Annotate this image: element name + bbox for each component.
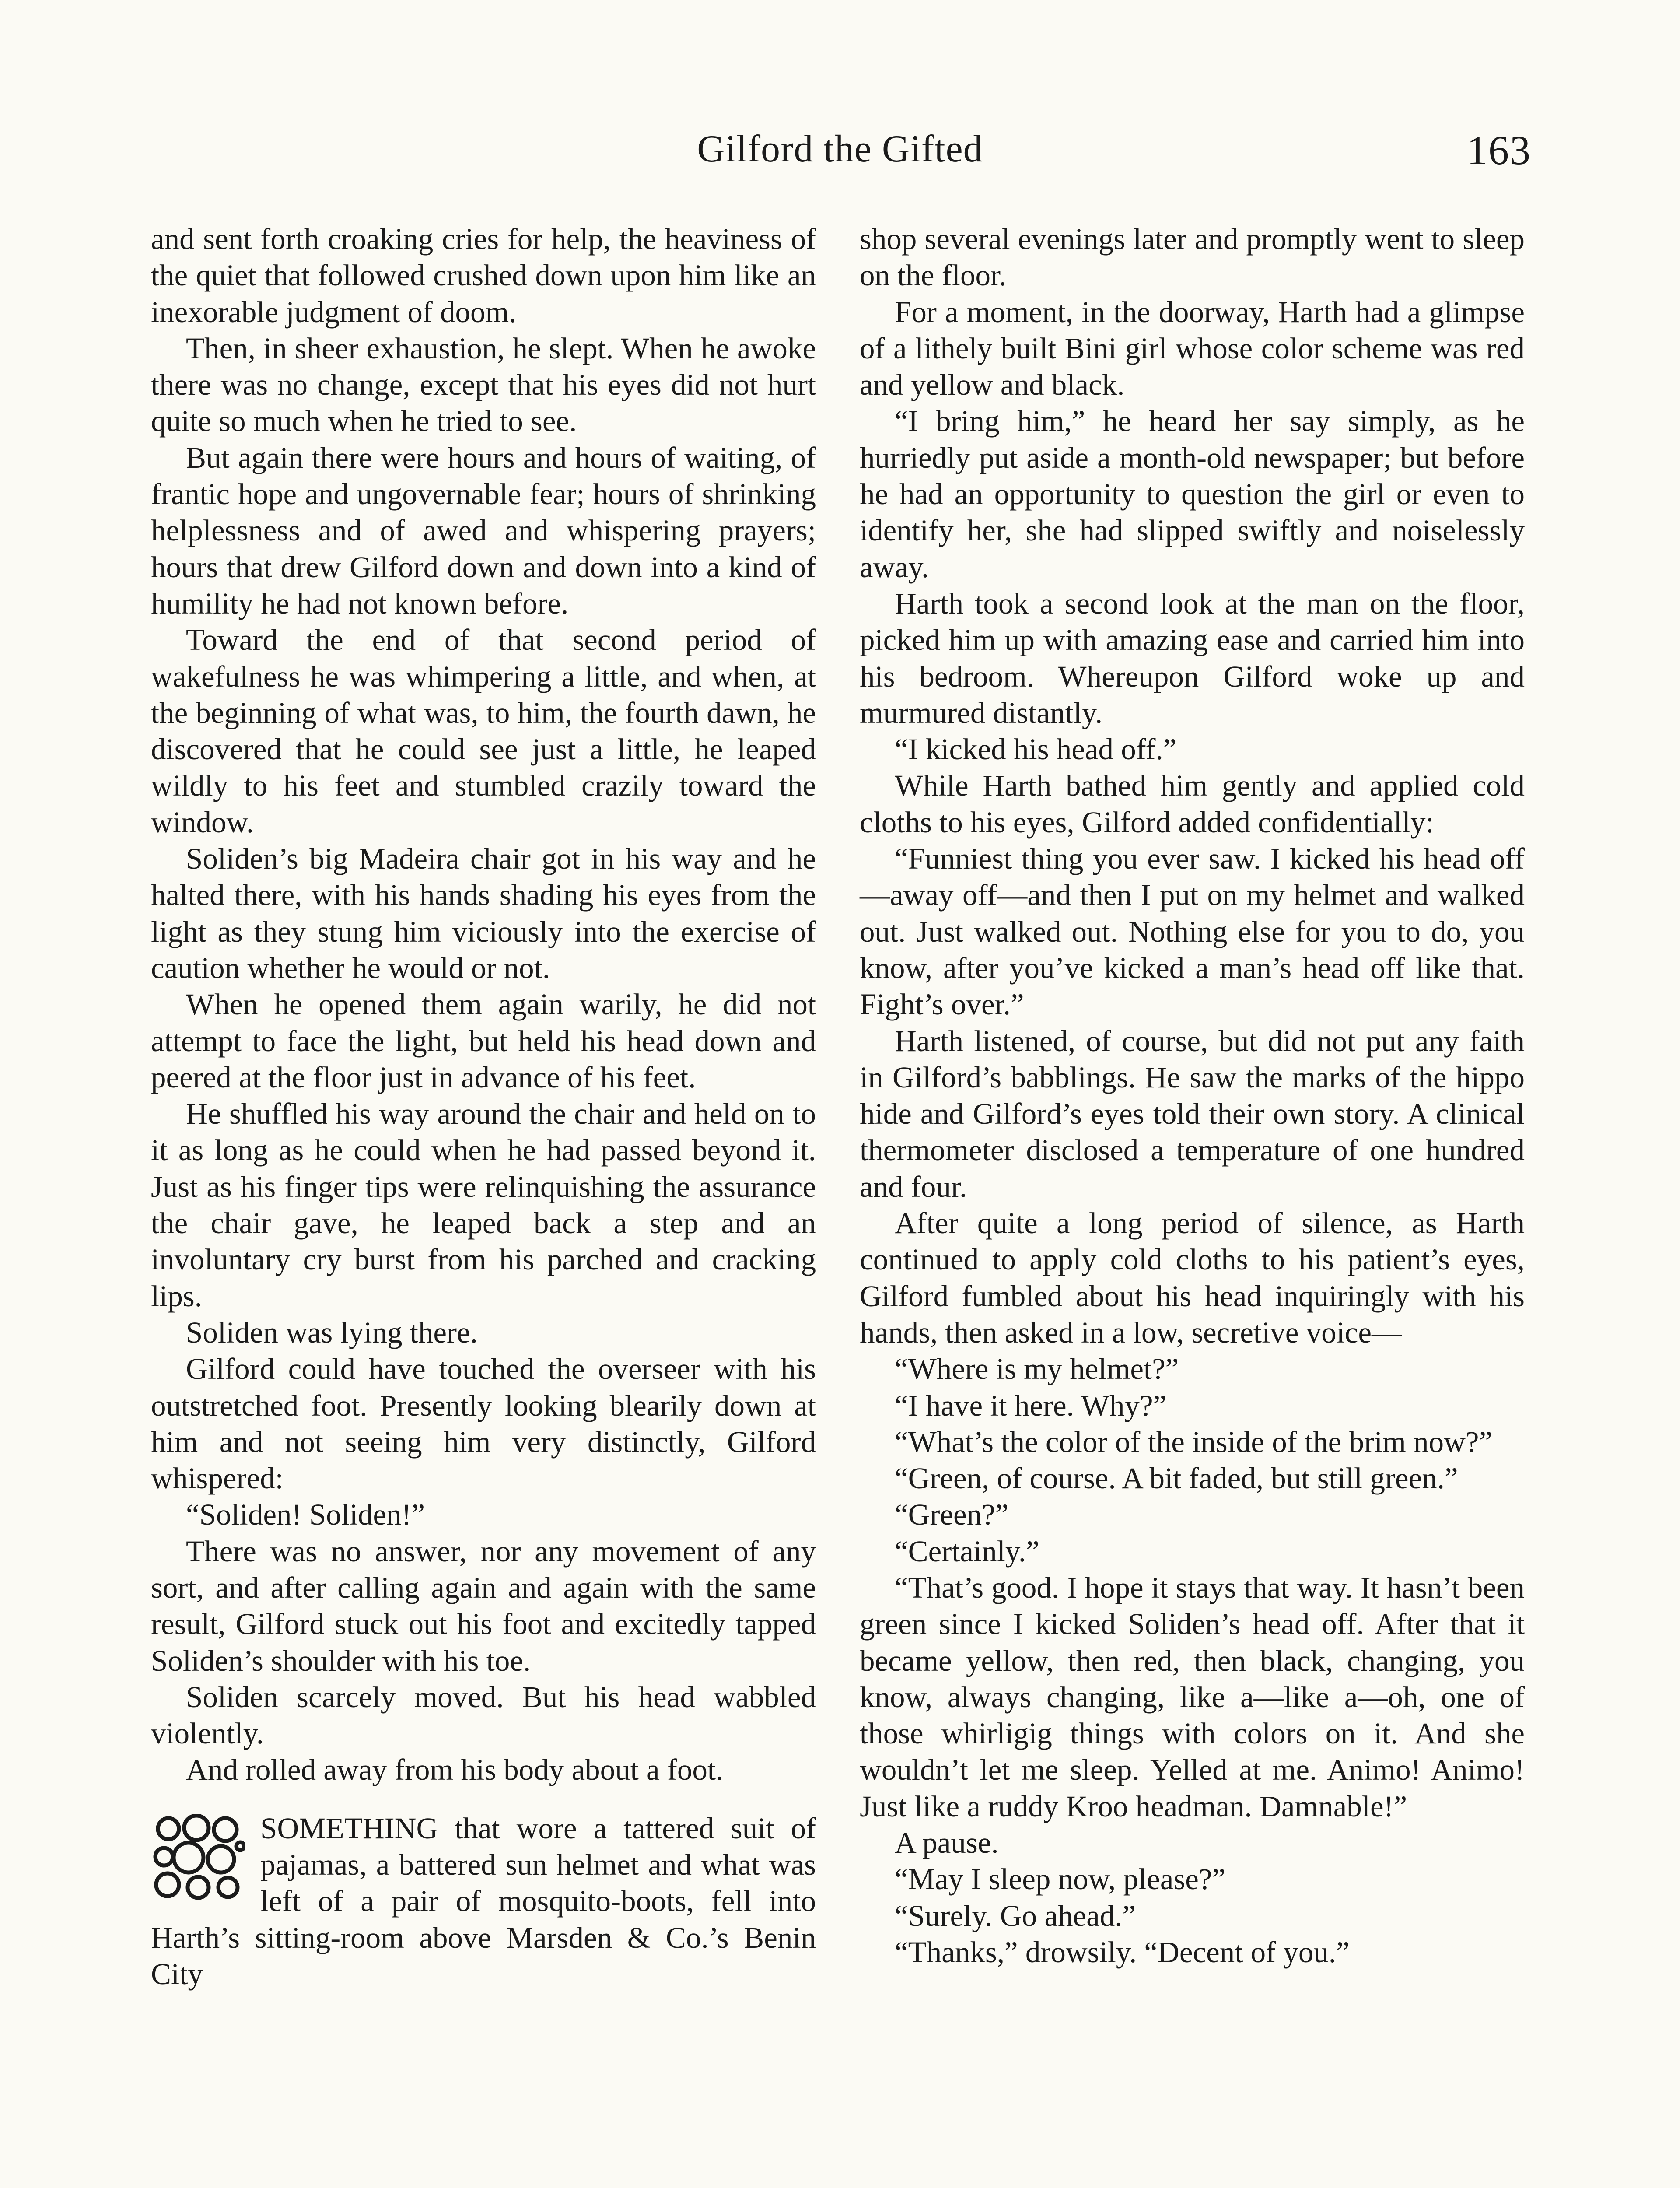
running-head [0,127,1680,184]
paragraph: He shuffled his way around the chair and held on to it as long as he could when he had passed beyond it. Just as his finger tips were relinquishing the assurance the chair gave, he leaped back a step and an involuntary cry burst from his parched and cracking lips. [151,1097,816,1313]
paragraph: “I bring him,” he heard her say simply, as he hurriedly put aside a month-old newspaper; but before he had an opportunity to question the girl or even to identify her, she had slipped swiftly and noiselessly away. [860,404,1525,584]
paragraph: “Certainly.” [895,1534,1040,1568]
bubble-ornament-icon [151,1814,245,1901]
paragraph: Soliden was lying there. [186,1315,478,1349]
paragraph: “Green, of course. A bit faded, but still green.” [895,1462,1458,1495]
page-number: 163 [1467,128,1531,173]
paragraph: And rolled away from his body about a foot. [186,1753,724,1787]
paragraph: “Green?” [895,1498,1009,1532]
paragraph: While Harth bathed him gently and applied cold cloths to his eyes, Gilford added confidentially: [860,769,1525,839]
section-opening [151,1810,816,1992]
running-title: Gilford the Gifted [697,128,983,170]
paragraph: There was no answer, nor any movement of any sort, and after calling again and again with the same result, Gilford stuck out his foot and excitedly tapped Soliden’s shoulder with his toe. [151,1534,816,1677]
paragraph: Soliden scarcely moved. But his head wabbled violently. [151,1680,816,1750]
paragraph: “I have it here. Why?” [895,1389,1167,1422]
paragraph: “Where is my helmet?” [895,1352,1179,1386]
paragraph: “Soliden! Soliden!” [186,1498,425,1532]
paragraph: Gilford could have touched the overseer with his outstretched foot. Presently looking blearily down at him and not seeing him very distinctly, Gilford whispered: [151,1352,816,1495]
paragraph: Toward the end of that second period of wakefulness he was whimpering a little, and when, at the beginning of what was, to him, the fourth dawn, he discovered that he could see just a little, he leaped wildly to his feet and stumbled crazily toward the window. [151,623,816,839]
paragraph: Harth listened, of course, but did not put any faith in Gilford’s babblings. He saw the marks of the hippo hide and Gilford’s eyes told their own story. A clinical thermometer disclosed a temperature of one hundred and four. [860,1024,1525,1203]
left-column [151,221,816,1992]
paragraph: “May I sleep now, please?” [895,1862,1226,1896]
paragraph: “That’s good. I hope it stays that way. It hasn’t been green since I kicked Soliden’s head off. After that it became yellow, then red, then black, changing, you know, always changing, like a—like a—oh, one of those whirligig things with colors on it. And she wouldn’t let me sleep. Yelled at me. Animo! Animo! Just like a ruddy Kroo headman. Damnable!” [860,1571,1525,1823]
paragraph: A pause. [895,1826,999,1860]
drop-word: SOMETHING [260,1811,438,1845]
paragraph: For a moment, in the doorway, Harth had a glimpse of a lithely built Bini girl whose color scheme was red and yellow and black. [860,295,1525,402]
paragraph: When he opened them again warily, he did not attempt to face the light, but held his head down and peered at the floor just in advance of his feet. [151,988,816,1094]
paragraph: shop several evenings later and promptly went to sleep on the floor. [860,222,1525,292]
paragraph: “Thanks,” drowsily. “Decent of you.” [895,1935,1350,1969]
paragraph: Soliden’s big Madeira chair got in his way and he halted there, with his hands shading his eyes from the light as they stung him viciously into the exercise of caution whether he would or not. [151,842,816,985]
paragraph: and sent forth croaking cries for help, the heaviness of the quiet that followed crushed down upon him like an inexorable judgment of doom. [151,222,816,329]
section-text: that wore a tattered suit of pajamas, a battered sun helmet and what was left of a pair of mosquito-boots, fell into Harth’s sitting-room above Marsden & Co.’s Benin City [151,1811,816,1991]
paragraph: “Funniest thing you ever saw. I kicked his head off—away off—and then I put on my helmet and walked out. Just walked out. Nothing else for you to do, you know, after you’ve kicked a man’s head off like that. Fight’s over.” [860,842,1525,1021]
paragraph: “What’s the color of the inside of the brim now?” [895,1425,1493,1459]
paragraph: “I kicked his head off.” [895,733,1177,766]
paragraph: “Surely. Go ahead.” [895,1899,1136,1932]
paragraph: Then, in sheer exhaustion, he slept. When he awoke there was no change, except that his eyes did not hurt quite so much when he tried to see. [151,331,816,438]
section-paragraph [151,1810,816,1992]
paragraph: But again there were hours and hours of waiting, of frantic hope and ungovernable fear; hours of shrinking helplessness and of awed and whispering prayers; hours that drew Gilford down and down into a kind of humility he had not known before. [151,441,816,620]
paragraph: After quite a long period of silence, as Harth continued to apply cold cloths to his patient’s eyes, Gilford fumbled about his head inquiringly with his hands, then asked in a low, secretive voice— [860,1206,1525,1349]
right-column [860,221,1525,1971]
paragraph: Harth took a second look at the man on the floor, picked him up with amazing ease and carried him into his bedroom. Whereupon Gilford woke up and murmured distantly. [860,586,1525,729]
